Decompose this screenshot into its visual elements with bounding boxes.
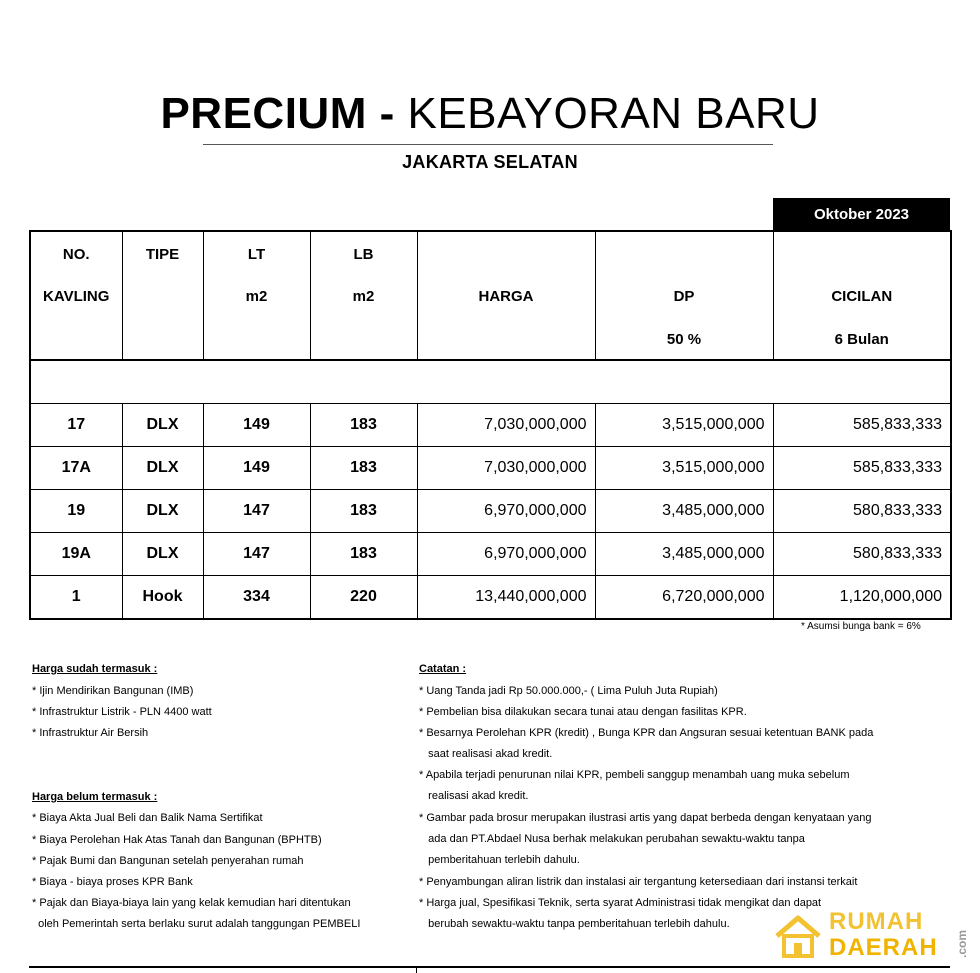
date-badge: Oktober 2023 xyxy=(773,198,950,230)
excluded-item: * Pajak Bumi dan Bangunan setelah penyerahan rumah xyxy=(32,855,304,867)
excluded-item: * Biaya Perolehan Hak Atas Tanah dan Bangunan (BPHTB) xyxy=(32,834,322,846)
note-item: * Penyambungan aliran listrik dan instalasi air tergantung ketersediaan dari instansi terkait xyxy=(419,876,858,888)
cell-lt: 149 xyxy=(203,447,310,490)
header-dp-percent: 50 % xyxy=(666,331,702,348)
cell-cicilan: 580,833,333 xyxy=(773,533,951,576)
header-cicilan-label: CICILAN xyxy=(831,288,893,305)
cell-harga: 13,440,000,000 xyxy=(417,576,595,620)
cell-harga: 7,030,000,000 xyxy=(417,447,595,490)
cell-lt: 147 xyxy=(203,490,310,533)
note-item: saat realisasi akad kredit. xyxy=(419,748,553,760)
excluded-item: oleh Pemerintah serta berlaku surut adalah tanggungan PEMBELI xyxy=(32,918,361,930)
header-dp xyxy=(595,231,773,360)
cell-kavling: 19A xyxy=(30,533,122,576)
cell-kavling: 17A xyxy=(30,447,122,490)
note-item: * Gambar pada brosur merupakan ilustrasi artis yang dapat berbeda dengan kenyataan yang xyxy=(419,812,872,824)
table-row xyxy=(30,490,951,533)
cell-kavling: 17 xyxy=(30,404,122,447)
title-project-name: PRECIUM xyxy=(160,89,367,138)
header-kavling-line1: NO. xyxy=(62,246,90,263)
cell-cicilan: 585,833,333 xyxy=(773,447,951,490)
included-item: * Ijin Mendirikan Bangunan (IMB) xyxy=(32,685,194,697)
spacer-cell xyxy=(30,360,951,404)
header-lb xyxy=(310,231,417,360)
cell-lb: 183 xyxy=(310,490,417,533)
header-lt-unit: m2 xyxy=(245,288,268,305)
table-row xyxy=(30,404,951,447)
note-item: * Uang Tanda jadi Rp 50.000.000,- ( Lima Puluh Juta Rupiah) xyxy=(419,685,718,697)
note-item: * Pembelian bisa dilakukan secara tunai atau dengan fasilitas KPR. xyxy=(419,706,747,718)
cell-lb: 220 xyxy=(310,576,417,620)
included-item: * Infrastruktur Air Bersih xyxy=(32,727,149,739)
page-subtitle: JAKARTA SELATAN xyxy=(402,152,578,172)
note-item: berubah sewaktu-waktu tanpa pemberitahuan terlebih dahulu. xyxy=(419,918,730,930)
title-underline xyxy=(203,144,773,145)
watermark-line2: DAERAH xyxy=(829,934,938,961)
header-harga-label: HARGA xyxy=(478,288,534,305)
price-table xyxy=(29,230,952,620)
header-tipe-label: TIPE xyxy=(145,246,180,263)
cell-harga: 6,970,000,000 xyxy=(417,533,595,576)
included-item: * Infrastruktur Listrik - PLN 4400 watt xyxy=(32,706,212,718)
excluded-item: * Biaya Akta Jual Beli dan Balik Nama Sertifikat xyxy=(32,812,263,824)
cell-dp: 3,485,000,000 xyxy=(595,533,773,576)
watermark-logo xyxy=(773,906,968,966)
bottom-border xyxy=(29,966,950,968)
table-spacer-row xyxy=(30,360,951,404)
note-item: * Apabila terjadi penurunan nilai KPR, pembeli sanggup menambah uang muka sebelum xyxy=(419,769,850,781)
cell-dp: 3,485,000,000 xyxy=(595,490,773,533)
note-item: ada dan PT.Abdael Nusa berhak melakukan perubahan sewaktu-waktu tanpa xyxy=(419,833,805,845)
cell-dp: 3,515,000,000 xyxy=(595,447,773,490)
cell-tipe: DLX xyxy=(122,490,203,533)
notes-heading: Catatan : xyxy=(419,663,467,675)
table-row xyxy=(30,576,951,620)
cell-lb: 183 xyxy=(310,533,417,576)
cell-cicilan: 580,833,333 xyxy=(773,490,951,533)
cell-tipe: Hook xyxy=(122,576,203,620)
cell-dp: 3,515,000,000 xyxy=(595,404,773,447)
cell-tipe: DLX xyxy=(122,447,203,490)
cell-lb: 183 xyxy=(310,404,417,447)
cell-kavling: 19 xyxy=(30,490,122,533)
table-header-row xyxy=(30,231,951,360)
excluded-item: * Biaya - biaya proses KPR Bank xyxy=(32,876,193,888)
note-item: pemberitahuan terlebih dahulu. xyxy=(419,854,580,866)
header-cicilan-term: 6 Bulan xyxy=(834,331,889,348)
excluded-heading: Harga belum termasuk : xyxy=(32,791,158,803)
header-lb-unit: m2 xyxy=(352,288,375,305)
note-item: realisasi akad kredit. xyxy=(419,790,529,802)
page-title xyxy=(0,86,980,142)
header-tipe xyxy=(122,231,203,360)
excluded-item: * Pajak dan Biaya-biaya lain yang kelak kemudian hari ditentukan xyxy=(32,897,351,909)
cell-harga: 7,030,000,000 xyxy=(417,404,595,447)
title-separator: - xyxy=(366,89,408,138)
note-item: * Besarnya Perolehan KPR (kredit) , Bunga KPR dan Angsuran sesuai ketentuan BANK pada xyxy=(419,727,874,739)
header-lt-label: LT xyxy=(247,246,266,263)
cell-tipe: DLX xyxy=(122,404,203,447)
cell-tipe: DLX xyxy=(122,533,203,576)
header-dp-label: DP xyxy=(673,288,695,305)
cell-lt: 149 xyxy=(203,404,310,447)
house-icon xyxy=(773,912,823,960)
cell-dp: 6,720,000,000 xyxy=(595,576,773,620)
cell-cicilan: 1,120,000,000 xyxy=(773,576,951,620)
header-harga xyxy=(417,231,595,360)
cell-lt: 147 xyxy=(203,533,310,576)
note-item: * Harga jual, Spesifikasi Teknik, serta syarat Administrasi tidak mengikat dan dapat xyxy=(419,897,822,909)
watermark-line1: RUMAH xyxy=(829,908,924,935)
header-kavling-line2: KAVLING xyxy=(43,288,110,305)
cell-cicilan: 585,833,333 xyxy=(773,404,951,447)
table-row xyxy=(30,533,951,576)
cell-lt: 334 xyxy=(203,576,310,620)
watermark-suffix: .com xyxy=(955,929,969,958)
header-cicilan xyxy=(773,231,951,360)
header-lt xyxy=(203,231,310,360)
title-location: KEBAYORAN BARU xyxy=(407,89,820,138)
cell-harga: 6,970,000,000 xyxy=(417,490,595,533)
table-row xyxy=(30,447,951,490)
interest-note: * Asumsi bunga bank = 6% xyxy=(801,621,921,632)
cell-lb: 183 xyxy=(310,447,417,490)
included-heading: Harga sudah termasuk : xyxy=(32,663,158,675)
bottom-divider xyxy=(416,966,417,973)
cell-kavling: 1 xyxy=(30,576,122,620)
header-kavling xyxy=(30,231,122,360)
header-lb-label: LB xyxy=(353,246,374,263)
